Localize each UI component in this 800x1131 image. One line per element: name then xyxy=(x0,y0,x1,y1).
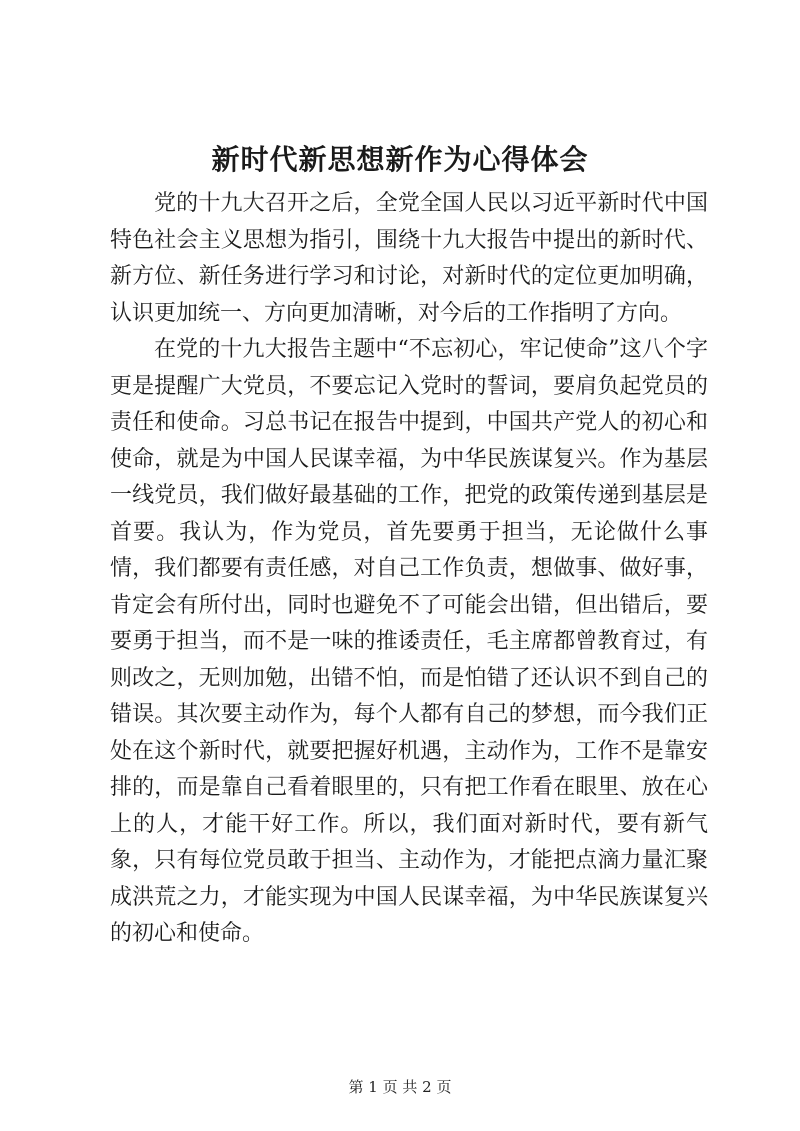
paragraph: 在党的十九大报告主题中“不忘初心，牢记使命”这八个字更是提醒广大党员，不要忘记入党时的誓词，要肩负起党员的责任和使命。习总书记在报告中提到，中国共产党人的初心和使命，就是为中国人民谋幸福，为中华民族谋复兴。作为基层一线党员，我们做好最基础的工作，把党的政策传递到基层是首要。我认为，作为党员，首先要勇于担当，无论做什么事情，我们都要有责任感，对自己工作负责，想做事、做好事，肯定会有所付出，同时也避免不了可能会出错，但出错后，要要勇于担当，而不是一味的推诿责任，毛主席都曾教育过，有则改之，无则加勉，出错不怕，而是怕错了还认识不到自己的错误。其次要主动作为，每个人都有自己的梦想，而今我们正处在这个新时代，就要把握好机遇，主动作为，工作不是靠安排的，而是靠自己看着眼里的，只有把工作看在眼里、放在心上的人，才能干好工作。所以，我们面对新时代，要有新气象，只有每位党员敢于担当、主动作为，才能把点滴力量汇聚成洪荒之力，才能实现为中国人民谋幸福，为中华民族谋复兴的初心和使命。 xyxy=(110,337,708,946)
paragraph: 党的十九大召开之后，全党全国人民以习近平新时代中国特色社会主义思想为指引，围绕十九大报告中提出的新时代、新方位、新任务进行学习和讨论，对新时代的定位更加明确，认识更加统一、方向更加清晰，对今后的工作指明了方向。 xyxy=(110,191,708,326)
document-body xyxy=(110,186,708,953)
page-number-footer: 第 1 页 共 2 页 xyxy=(348,1078,452,1096)
document-title: 新时代新思想新作为心得体会 xyxy=(211,143,589,176)
